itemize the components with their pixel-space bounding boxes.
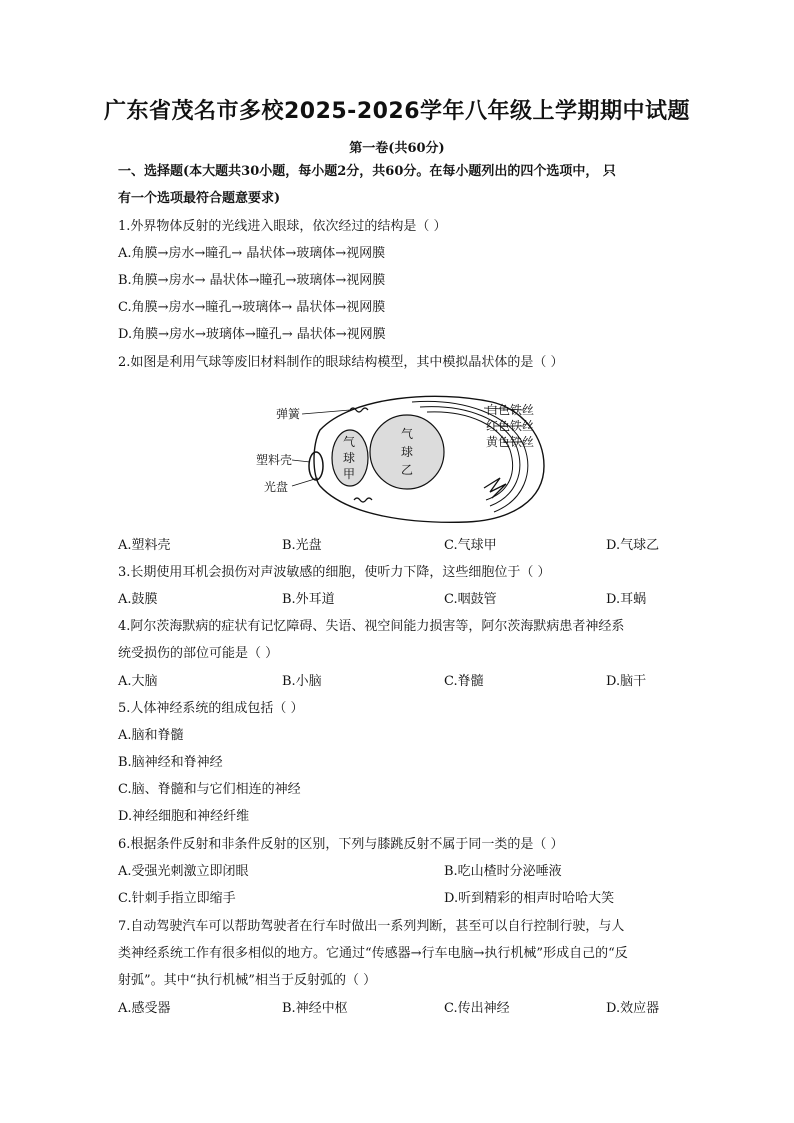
label-spring: 弹簧	[276, 407, 301, 421]
eyeball-model-diagram	[256, 388, 552, 528]
q3-option-d: D.耳蜗	[606, 592, 647, 607]
q7-option-b: B.神经中枢	[282, 1001, 348, 1016]
q7-option-c: C.传出神经	[444, 1001, 510, 1016]
q4-option-d: D.脑干	[606, 674, 647, 689]
q6-option-d: D.听到精彩的相声时哈哈大笑	[444, 891, 615, 906]
label-balloon-a-char1: 气	[343, 435, 356, 449]
q4-option-a: A.大脑	[118, 674, 158, 689]
q7-stem-line-1: 7.自动驾驶汽车可以帮助驾驶者在行车时做出一系列判断，甚至可以自行控制行驶，与人	[118, 919, 625, 934]
q3-stem: 3.长期使用耳机会损伤对声波敏感的细胞，使听力下降，这些细胞位于（ ）	[118, 565, 551, 580]
q2-stem: 2.如图是利用气球等废旧材料制作的眼球结构模型，其中模拟晶状体的是（ ）	[118, 355, 564, 370]
q4-option-c: C.脊髓	[444, 674, 484, 689]
q7-option-a: A.感受器	[118, 1001, 171, 1016]
shell-leader	[292, 460, 310, 462]
label-white-wire: 白色铁丝	[486, 403, 535, 417]
label-balloon-b-char2: 球	[401, 445, 414, 459]
q1-option-b: B.角膜→房水→ 晶状体→瞳孔→玻璃体→视网膜	[118, 273, 386, 288]
label-balloon-a-char2: 球	[343, 451, 356, 465]
label-balloon-b-char1: 气	[401, 427, 414, 441]
label-plastic-shell: 塑料壳	[256, 453, 293, 467]
q7-option-d: D.效应器	[606, 1001, 660, 1016]
q5-option-b: B.脑神经和脊神经	[118, 755, 223, 770]
optic-nerve-bundle	[484, 478, 506, 498]
exam-title: 广东省茂名市多校2025-2026学年八年级上学期期中试题	[103, 99, 691, 124]
q5-stem: 5.人体神经系统的组成包括（ ）	[118, 701, 304, 716]
q1-option-d: D.角膜→房水→玻璃体→瞳孔→ 晶状体→视网膜	[118, 327, 386, 342]
q3-option-a: A.鼓膜	[118, 592, 158, 607]
q6-option-c: C.针刺手指立即缩手	[118, 891, 236, 906]
label-balloon-b-char3: 乙	[401, 463, 414, 477]
q2-option-d: D.气球乙	[606, 538, 660, 553]
label-red-wire: 红色铁丝	[486, 419, 535, 433]
q6-option-a: A.受强光刺激立即闭眼	[118, 864, 249, 879]
q2-option-c: C.气球甲	[444, 538, 497, 553]
q5-option-d: D.神经细胞和神经纤维	[118, 809, 250, 824]
q6-stem: 6.根据条件反射和非条件反射的区别，下列与膝跳反射不属于同一类的是（ ）	[118, 837, 564, 852]
q7-stem-line-3: 射弧”。其中“执行机械”相当于反射弧的（ ）	[118, 973, 377, 988]
label-yellow-wire: 黄色铁丝	[486, 435, 535, 449]
label-disc: 光盘	[264, 480, 289, 494]
section-instructions-line-2: 有一个选项最符合题意要求)	[118, 191, 281, 206]
q4-stem-line-1: 4.阿尔茨海默病的症状有记忆障碍、失语、视空间能力损害等，阿尔茨海默病患者神经系	[118, 619, 625, 634]
section-instructions-line-1: 一、选择题(本大题共30小题，每小题2分，共60分。在每小题列出的四个选项中， 只	[118, 164, 616, 179]
q7-stem-line-2: 类神经系统工作有很多相似的地方。它通过“传感器→行车电脑→执行机械”形成自己的“反	[118, 946, 628, 961]
q1-stem: 1.外界物体反射的光线进入眼球，依次经过的结构是（ ）	[118, 219, 447, 234]
q4-stem-line-2: 统受损伤的部位可能是（ ）	[118, 646, 279, 661]
q1-option-c: C.角膜→房水→瞳孔→玻璃体→ 晶状体→视网膜	[118, 300, 386, 315]
q6-option-b: B.吃山楂时分泌唾液	[444, 864, 562, 879]
disc-leader	[292, 478, 318, 486]
label-balloon-a-char3: 甲	[343, 467, 356, 481]
q1-option-a: A.角膜→房水→瞳孔→ 晶状体→玻璃体→视网膜	[118, 246, 386, 261]
q5-option-a: A.脑和脊髓	[118, 728, 184, 743]
q3-option-b: B.外耳道	[282, 592, 335, 607]
q2-option-b: B.光盘	[282, 538, 322, 553]
q4-option-b: B.小脑	[282, 674, 322, 689]
volume-heading: 第一卷(共60分)	[349, 141, 445, 156]
q3-option-c: C.咽鼓管	[444, 592, 497, 607]
q5-option-c: C.脑、脊髓和与它们相连的神经	[118, 782, 301, 797]
q2-option-a: A.塑料壳	[118, 538, 171, 553]
spring-bottom-icon	[354, 498, 372, 502]
